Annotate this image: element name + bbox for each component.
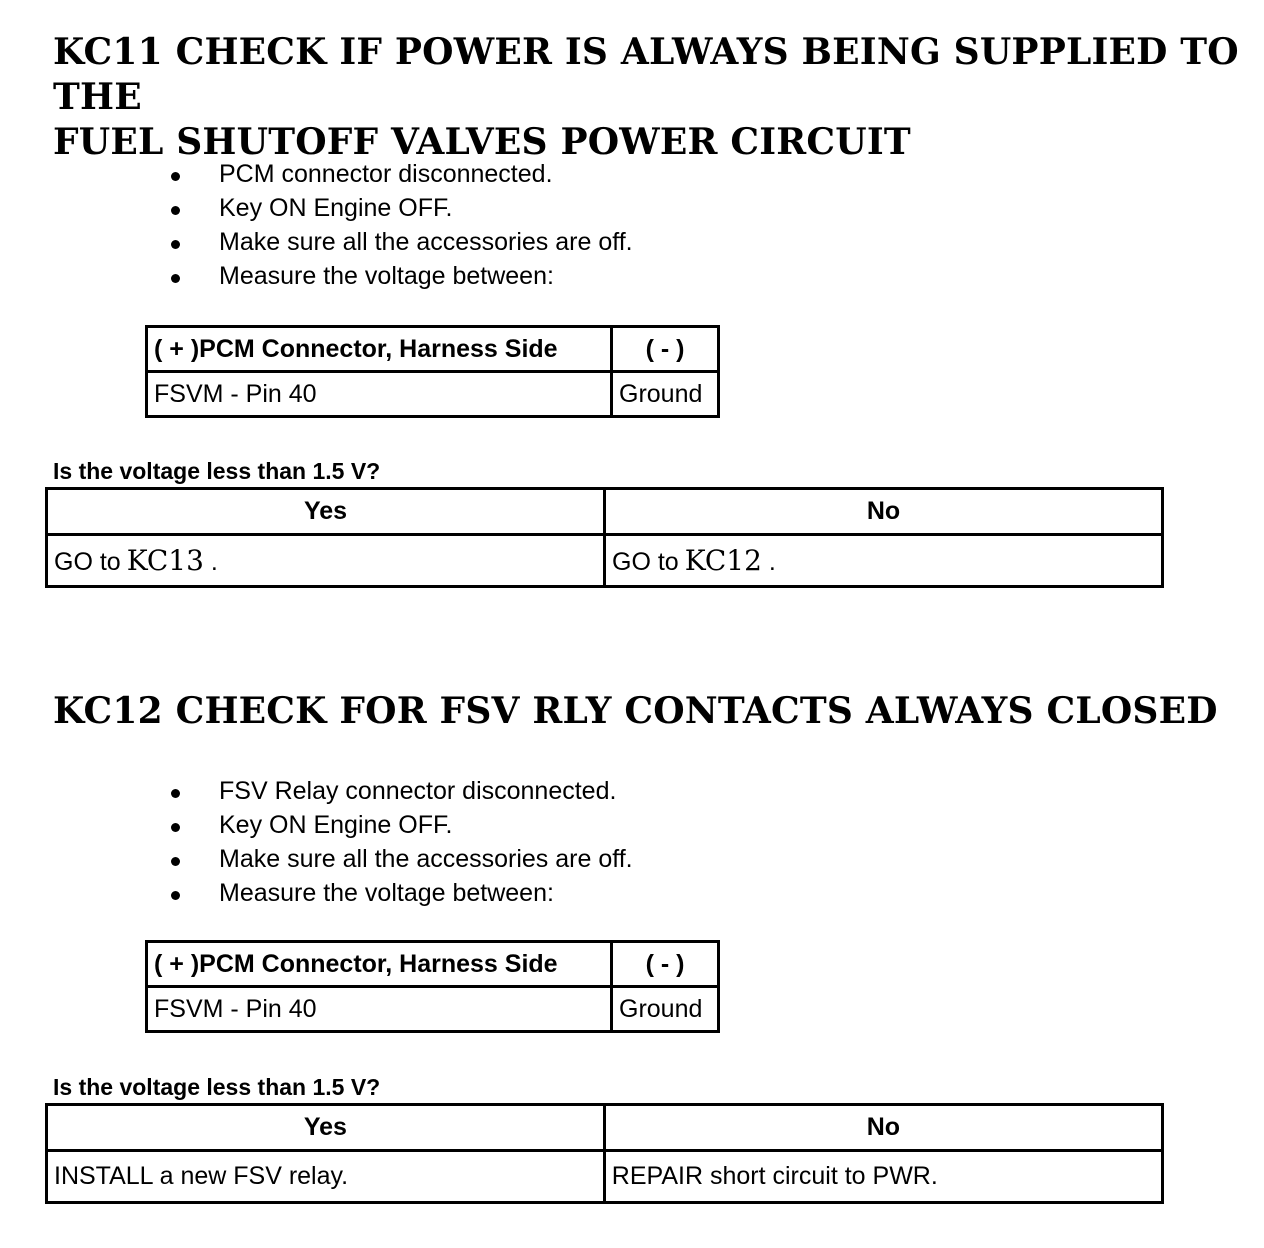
no-header: No: [604, 1105, 1162, 1151]
table-header-row: [147, 327, 719, 372]
list-item: Key ON Engine OFF.: [165, 191, 633, 225]
positive-lead-header: ( + )PCM Connector, Harness Side: [147, 942, 612, 987]
step-list: [165, 157, 633, 293]
bullet-icon: [171, 857, 180, 866]
bullet-icon: [171, 172, 180, 181]
bullet-icon: [171, 240, 180, 249]
positive-lead-cell: FSVM - Pin 40: [147, 372, 612, 417]
list-item: Make sure all the accessories are off.: [165, 842, 633, 876]
bullet-icon: [171, 789, 180, 798]
list-item: FSV Relay connector disconnected.: [165, 774, 633, 808]
positive-lead-cell: FSVM - Pin 40: [147, 987, 612, 1032]
negative-lead-cell: Ground: [612, 987, 719, 1032]
negative-lead-cell: Ground: [612, 372, 719, 417]
table-row: [47, 535, 1163, 587]
table-header-row: [147, 942, 719, 987]
yes-header: Yes: [47, 1105, 605, 1151]
table-header-row: [47, 1105, 1163, 1151]
decision-table: [45, 1103, 1164, 1204]
step-list: [165, 774, 633, 910]
decision-question: Is the voltage less than 1.5 V?: [53, 1074, 381, 1100]
list-item: Measure the voltage between:: [165, 259, 633, 293]
yes-header: Yes: [47, 489, 605, 535]
measurement-table: [145, 940, 720, 1033]
list-item: Key ON Engine OFF.: [165, 808, 633, 842]
section-title: KC11 CHECK IF POWER IS ALWAYS BEING SUPPLIED TO THE FUEL SHUTOFF VALVES POWER CIRCUIT: [53, 31, 1239, 163]
decision-question: Is the voltage less than 1.5 V?: [53, 458, 381, 484]
negative-lead-header: ( - ): [612, 942, 719, 987]
positive-lead-header: ( + )PCM Connector, Harness Side: [147, 327, 612, 372]
yes-action: GO to KC13 .: [47, 535, 605, 587]
section-title: KC12 CHECK FOR FSV RLY CONTACTS ALWAYS CLOSED: [53, 690, 1218, 732]
yes-step-link[interactable]: KC13: [126, 544, 204, 577]
bullet-icon: [171, 823, 180, 832]
bullet-icon: [171, 891, 180, 900]
table-header-row: [47, 489, 1163, 535]
no-action: REPAIR short circuit to PWR.: [604, 1151, 1162, 1203]
decision-table: [45, 487, 1164, 588]
list-item: Measure the voltage between:: [165, 876, 633, 910]
no-step-link[interactable]: KC12: [684, 544, 762, 577]
no-header: No: [605, 489, 1163, 535]
list-item: PCM connector disconnected.: [165, 157, 633, 191]
table-row: [147, 987, 719, 1032]
table-row: [47, 1151, 1163, 1203]
measurement-table: [145, 325, 720, 418]
yes-action: INSTALL a new FSV relay.: [47, 1151, 605, 1203]
list-item: Make sure all the accessories are off.: [165, 225, 633, 259]
negative-lead-header: ( - ): [612, 327, 719, 372]
bullet-icon: [171, 206, 180, 215]
bullet-icon: [171, 274, 180, 283]
table-row: [147, 372, 719, 417]
no-action: GO to KC12 .: [605, 535, 1163, 587]
